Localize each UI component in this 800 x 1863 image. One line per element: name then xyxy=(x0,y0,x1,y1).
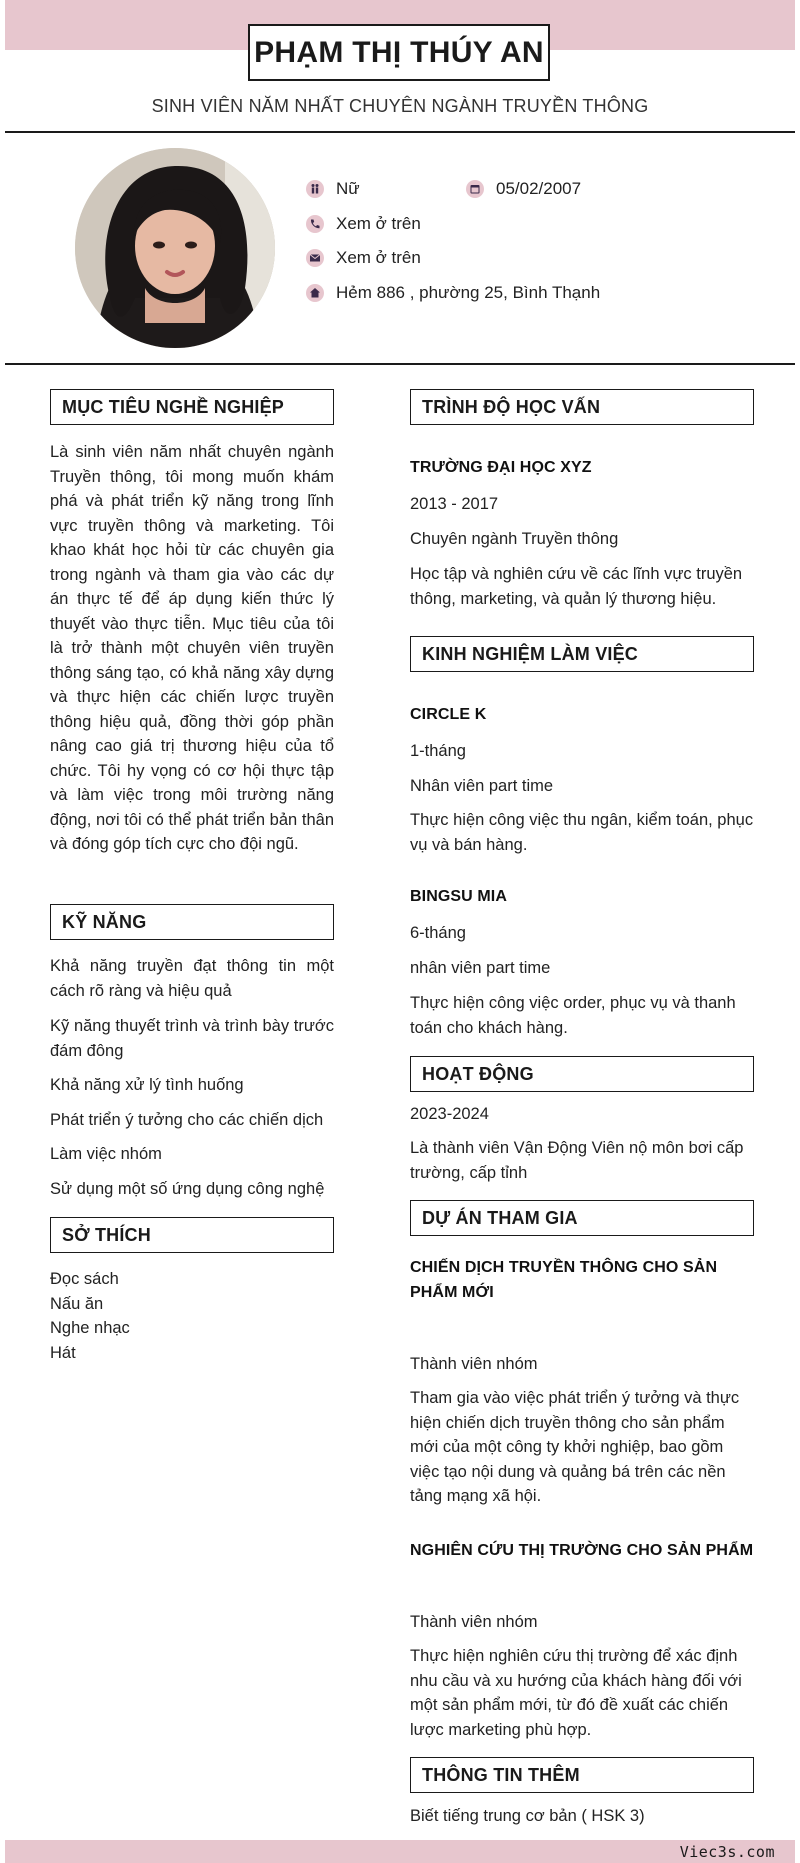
email-value: Xem ở trên xyxy=(336,248,421,267)
address-value: Hẻm 886 , phường 25, Bình Thạnh xyxy=(336,283,601,302)
hobbies-heading: SỞ THÍCH xyxy=(50,1217,334,1253)
objective-text: Là sinh viên năm nhất chuyên ngành Truyền thông, tôi mong muốn khám phá và phát triển kỹ năng trong lĩnh vực truyền thông và marketing. Tôi khao khát học hỏi từ các chuyên gia trong ngành và tham gia vào các dự án thực tế để áp dụng kiến thức lý thuyết vào thực tiễn. Mục tiêu của tôi là trở thành một chuyên viên truyền thông sáng tạo, có khả năng xây dựng và thực hiện các chiến lược truyền thông hiệu quả, đồng thời góp phần nâng cao giá trị thương hiệu của tổ chức. Tôi hy vọng có cơ hội thực tập và làm việc trong môi trường năng động, nơi tôi có thể phát triển bản thân và đóng góp tích cực cho đội ngũ. xyxy=(50,443,334,853)
skill-item: Khả năng truyền đạt thông tin một cách rõ ràng và hiệu quả xyxy=(50,957,334,1000)
skill-item: Phát triển ý tưởng cho các chiến dịch xyxy=(50,1111,324,1129)
education-major: Chuyên ngành Truyền thông xyxy=(410,530,619,548)
activity-description: Là thành viên Vận Động Viên nộ môn bơi cấp trường, cấp tỉnh xyxy=(410,1139,744,1182)
job-position: nhân viên part time xyxy=(410,959,551,977)
additional-text: Biết tiếng trung cơ bản ( HSK 3) xyxy=(410,1807,645,1825)
calendar-icon xyxy=(466,180,484,198)
project-name: NGHIÊN CỨU THỊ TRƯỜNG CHO SẢN PHẨM xyxy=(410,1542,754,1559)
job-company: CIRCLE K xyxy=(410,706,487,723)
projects-heading: DỰ ÁN THAM GIA xyxy=(410,1200,754,1236)
candidate-name: PHẠM THỊ THÚY AN xyxy=(248,24,550,81)
project-description: Thực hiện nghiên cứu thị trường để xác định nhu cầu và xu hướng của khách hàng đối với một sản phẩm mới, từ đó đề xuất các chiến lược marketing phù hợp. xyxy=(410,1647,742,1739)
project-description: Tham gia vào việc phát triển ý tưởng và thực hiện chiến dịch truyền thông cho sản phẩm mới của một công ty khởi nghiệp, bao gồm việc tạo nội dung và quảng bá trên các nền tảng mạng xã hội. xyxy=(410,1389,740,1505)
additional-heading: THÔNG TIN THÊM xyxy=(410,1757,754,1793)
hobby-item: Nấu ăn xyxy=(50,1295,104,1313)
job-company: BINGSU MIA xyxy=(410,888,507,905)
header-divider xyxy=(5,131,795,133)
gender-icon xyxy=(306,180,324,198)
education-description: Học tập và nghiên cứu về các lĩnh vực truyền thông, marketing, và quản lý thương hiệu. xyxy=(410,565,743,608)
experience-heading: KINH NGHIỆM LÀM VIỆC xyxy=(410,636,754,672)
bottom-accent-band xyxy=(5,1840,795,1863)
job-description: Thực hiện công việc order, phục vụ và thanh toán cho khách hàng. xyxy=(410,994,736,1037)
phone-value: Xem ở trên xyxy=(336,214,421,233)
education-heading: TRÌNH ĐỘ HỌC VẤN xyxy=(410,389,754,425)
skill-item: Khả năng xử lý tình huống xyxy=(50,1076,244,1094)
objective-heading: MỤC TIÊU NGHỀ NGHIỆP xyxy=(50,389,334,425)
hobby-item: Hát xyxy=(50,1344,76,1362)
avatar xyxy=(75,148,275,348)
birthday-row xyxy=(466,179,581,199)
gender-row xyxy=(306,179,360,199)
skill-item: Kỹ năng thuyết trình và trình bày trước đám đông xyxy=(50,1017,334,1060)
activity-years: 2023-2024 xyxy=(410,1105,489,1123)
project-role: Thành viên nhóm xyxy=(410,1355,538,1373)
email-row xyxy=(306,248,421,268)
job-duration: 6-tháng xyxy=(410,924,466,942)
address-row xyxy=(306,283,600,303)
avatar-portrait-icon xyxy=(75,148,275,348)
birthday-value: 05/02/2007 xyxy=(496,179,582,198)
gender-value: Nữ xyxy=(336,179,360,198)
phone-icon xyxy=(306,215,324,233)
email-icon xyxy=(306,249,324,267)
activities-heading: HOẠT ĐỘNG xyxy=(410,1056,754,1092)
hobby-item: Đọc sách xyxy=(50,1270,119,1288)
info-divider xyxy=(5,363,795,365)
skills-heading: KỸ NĂNG xyxy=(50,904,334,940)
project-role: Thành viên nhóm xyxy=(410,1613,538,1631)
home-icon xyxy=(306,284,324,302)
job-position: Nhân viên part time xyxy=(410,777,554,795)
skill-item: Sử dụng một số ứng dụng công nghệ xyxy=(50,1180,325,1198)
hobby-item: Nghe nhạc xyxy=(50,1319,130,1337)
education-school: TRƯỜNG ĐẠI HỌC XYZ xyxy=(410,459,592,476)
job-description: Thực hiện công việc thu ngân, kiểm toán, phục vụ và bán hàng. xyxy=(410,811,754,854)
candidate-subtitle: SINH VIÊN NĂM NHẤT CHUYÊN NGÀNH TRUYỀN THÔNG xyxy=(151,96,649,116)
resume-page xyxy=(5,0,795,1863)
skill-item: Làm việc nhóm xyxy=(50,1145,162,1163)
phone-row xyxy=(306,214,421,234)
project-name: CHIẾN DỊCH TRUYỀN THÔNG CHO SẢN PHẨM MỚI xyxy=(410,1259,718,1301)
watermark: Viec3s.com xyxy=(679,1843,775,1861)
job-duration: 1-tháng xyxy=(410,742,466,760)
education-years: 2013 - 2017 xyxy=(410,495,499,513)
